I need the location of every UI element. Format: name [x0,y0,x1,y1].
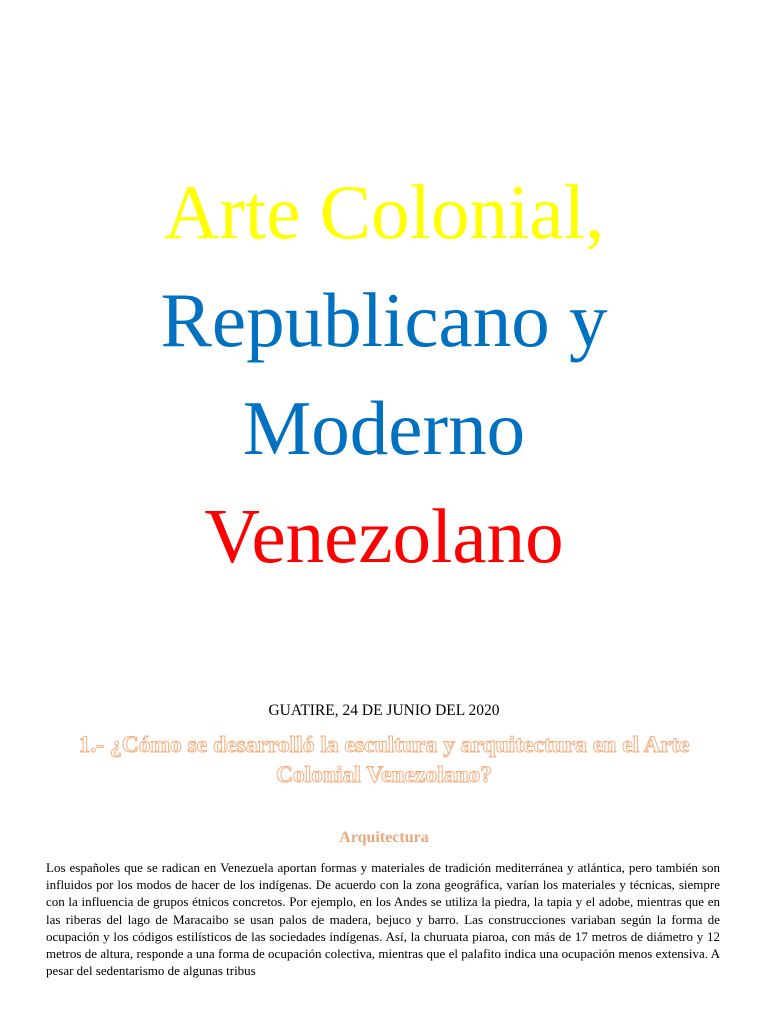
document-title [0,158,768,590]
question-heading: 1.- ¿Cómo se desarrolló la escultura y arquitectura en el Arte Colonial Venezolano? [78,732,690,788]
title-line-4: Venezolano [204,493,564,579]
title-line-2: Republicano y [160,277,608,363]
section-heading: Arquitectura [339,829,429,846]
title-line-3: Moderno [242,385,526,471]
title-line-1: Arte Colonial, [163,169,605,255]
location-date: GUATIRE, 24 DE JUNIO DEL 2020 [268,702,500,719]
body-paragraph: Los españoles que se radican en Venezuela aportan formas y materiales de tradición mediterránea y atlántica, pero también son influidos por los modos de hacer de los indígenas. De acuerdo con la zona geográfica, varían los materiales y técnicas, siempre con la influencia de grupos étnicos concretos. Por ejemplo, en los Andes se utiliza la piedra, la tapia y el adobe, mientras que en las riberas del lago de Maracaibo se usan palos de madera, bejuco y barro. Las construcciones variaban según la forma de ocupación y los códigos estilísticos de las sociedades indígenas. Así, la churuata piaroa, con más de 17 metros de diámetro y 12 metros de altura, responde a una forma de ocupación colectiva, mientras que el palafito indica una ocupación menos extensiva. A pesar del sedentarismo de algunas tribus [46,860,720,979]
